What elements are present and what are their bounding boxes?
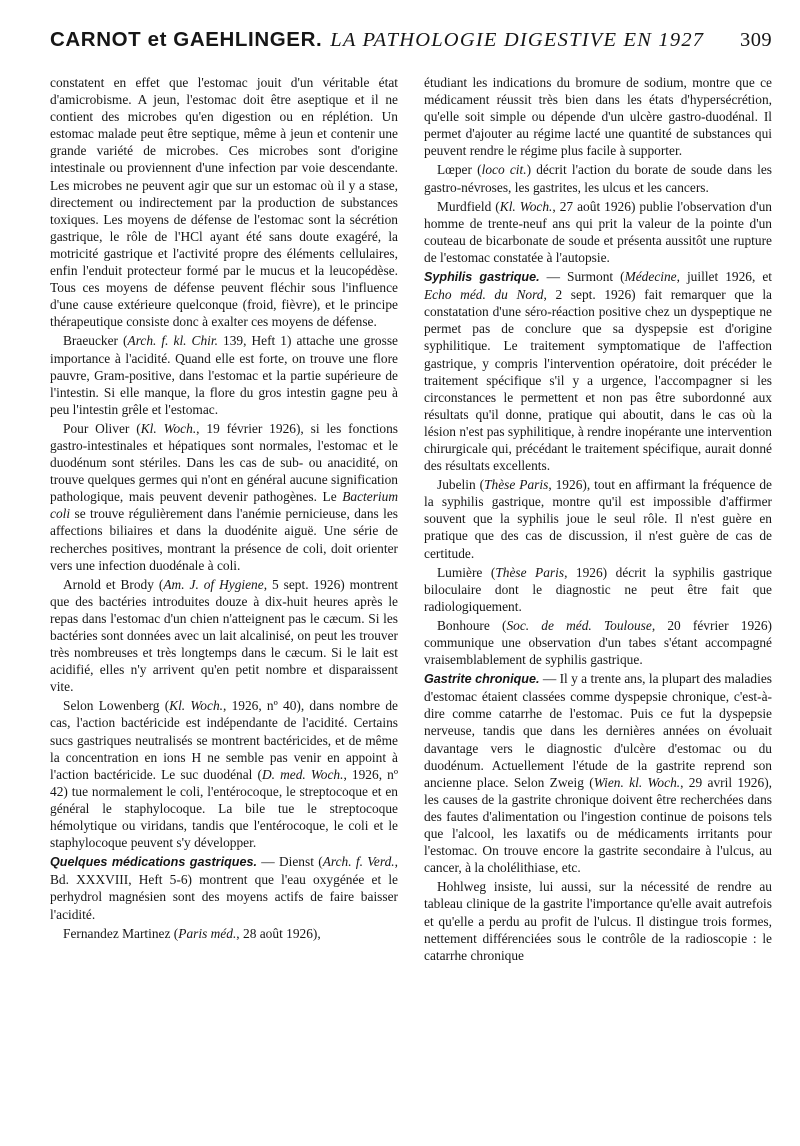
citation: Thèse Paris [495,564,565,580]
section-heading: Gastrite chronique. [424,672,540,687]
citation: Kl. Woch. [140,420,197,436]
paragraph: Braeucker (Arch. f. kl. Chir. 139, Heft 1) attache une grosse importance à l'acidité. Quand elle est forte, on trouve une flore pauvre, Gram-positive, dans l'estomac et la partie supérieure de l'intestin. Si elle manque, la flore du gros intestin gagne peu à peu l'intestin grêle et l'estomac. [50,333,398,417]
citation: Arch. f. kl. Chir. [127,333,218,349]
citation: Soc. de méd. Toulouse [506,617,652,633]
section-heading: Quelques médications gastriques. [50,855,257,870]
two-column-body [50,74,772,966]
citation: Wien. kl. Woch. [593,774,681,790]
paragraph: Lœper (loco cit.) décrit l'action du borate de soude dans les gastro-névroses, les gastrites, les ulcus et les cancers. [424,162,772,195]
paragraph: Hohlweg insiste, lui aussi, sur la nécessité de rendre au tableau clinique de la gastrite l'importance qu'elle avait autrefois et qu'elle a perdu au profit de l'ulcus. Il distingue trois formes, nettement différenciées sous le contrôle de la radioscopie : le catarrhe chronique [424,879,772,963]
paragraph: Lumière (Thèse Paris, 1926) décrit la syphilis gastrique biloculaire dont le diagnostic ne peut être fait que radiologiquement. [424,564,772,614]
paragraph: étudiant les indications du bromure de sodium, montre que ce médicament réussit très bien dans les états d'hypersécrétion, qu'elle soit simple ou dépende d'un ulcère gastro-duodénal. Il permet d'ajouter au régime lacté une quantité de substances qui peuvent rendre le régime plus facile à supporter. [424,75,772,159]
citation: Am. J. of Hygiene [163,576,264,592]
paragraph: constatent en effet que l'estomac jouit d'un véritable état d'amicrobisme. A jeun, l'estomac doit être aseptique et il ne contient des microbes qu'en digestion ou en réplétion. Un estomac malade peut être septique, même à jeun et contenir une grande variété de microbes. Ces microbes sont d'origine intestinale ou proviennent d'une infection par voie descendante. Les microbes ne peuvent agir que sur un estomac où il y a stase, directement ou indirectement par la production de substances toxiques. Les moyens de défense de l'estomac sont la sécrétion gastrique, le rôle de l'HCl ayant été sans doute exagéré, la motricité gastrique et l'activité propre des éléments cellulaires, enfin l'enduit protecteur formé par le mucus et la leucopédèse. Tous ces moyens de défense peuvent fléchir sous l'influence d'une cause extérieure quelconque (froid, fièvre), et le principe thérapeutique consiste donc à exalter ces moyens de défense. [50,75,398,330]
page-number: 309 [740,29,772,51]
citation: Thèse Paris [484,477,549,493]
paragraph: Arnold et Brody (Am. J. of Hygiene, 5 sept. 1926) montrent que des bactéries introduites douze à dix-huit heures après le repas dans l'estomac d'un chien n'atteignent pas le cæcum. Si les bactéries sont données avec un lait alcalinisé, on peut les trouver très nombreuses et très longtemps dans le cæcum. Si le lait est acidifié, elles n'y arrivent qu'en petit nombre et disparaissent vite. [50,576,399,695]
header-title: LA PATHOLOGIE DIGESTIVE EN 1927 [330,29,705,51]
citation: Kl. Woch. [169,698,223,714]
paragraph: Murdfield (Kl. Woch., 27 août 1926) publie l'observation d'un homme de trente-neuf ans qui prit la valeur de la pointe d'un couteau de bicarbonate de soude et présenta aussitôt une rupture de l'estomac constatée à l'autopsie. [424,198,772,265]
citation: D. med. Woch. [261,766,344,782]
left-column [50,74,398,966]
citation: Kl. Woch. [499,198,553,214]
citation: Arch. f. Verd. [322,854,395,870]
citation: Paris méd. [178,925,237,941]
running-header [50,28,772,68]
citation: Echo méd. du Nord [424,287,544,303]
paragraph: Selon Lowenberg (Kl. Woch., 1926, nº 40), dans nombre de cas, l'action bactéricide est indépendante de l'acidité. Certains sucs gastriques neutralisés se montrent bactéricides, et de même la concentration en ions H ne semble pas venir en appoint à l'action bactéricide. Le suc duodénal (D. med. Woch., 1926, nº 42) tue normalement le coli, l'entérocoque, le streptocoque et en général le staphylocoque. La bile tue le streptocoque hémolytique ou viridans, tandis que l'entérocoque, le coli et le staphylocoque peuvent s'y développer. [50,698,398,851]
paragraph: Bonhoure (Soc. de méd. Toulouse, 20 février 1926) communique une observation d'un tabes s'étant accompagné vraisemblablement de syphilis gastrique. [424,617,773,668]
species-name: Bacterium coli [50,489,398,522]
section-paragraph: Gastrite chronique. — Il y a trente ans, la plupart des maladies d'estomac étaient classées comme dyspepsie chronique, c'est-à-dire comme catarrhe de l'estomac. Puis ce fut la dyspepsie nerveuse, tandis que dans les dernières années on évoluait davantage vers le diagnostic d'ulcère d'estomac ou du duodénum. Actuellement l'étude de la gastrite reprend son ancienne place. Selon Zweig (Wien. kl. Woch., 29 avril 1926), les causes de la gastrite chronique doivent être recherchées dans des fautes d'alimentation ou l'ingestion continue de poisons tels que l'alcool, les laxatifs ou de médicaments irritants pour l'estomac. On trouve encore la gastrite secondaire à l'ulcus, au cancer, à la cholélithiase, etc. [424,671,773,876]
right-column [424,74,772,966]
paragraph: Pour Oliver (Kl. Woch., 19 février 1926), si les fonctions gastro-intestinales et hépatiques sont normales, l'estomac et le duodénum sont stériles. Dans les cas de sub- ou anacidité, on trouve quelques germes qui n'ont en général aucune signification pathologique, mais peuvent devenir pathogènes. Le Bacterium coli se trouve régulièrement dans l'anémie pernicieuse, dans les affections biliaires et dans la duodénite aiguë. Une série de recherches positives, montrant la présence de coli, doit orienter vers une infection duodénale à coli. [50,420,398,573]
section-heading: Syphilis gastrique. [424,270,540,285]
citation: Médecine [624,269,677,285]
header-authors: CARNOT et GAEHLINGER. [50,28,323,51]
section-paragraph: Syphilis gastrique. — Surmont (Médecine, juillet 1926, et Echo méd. du Nord, 2 sept. 1926) fait remarquer que la constatation d'une séro-réaction positive chez un dyspeptique ne permet pas de conclure que sa dyspepsie est d'origine syphilitique. Le traitement symptomatique de l'affection gastrique, y compris l'intervention opératoire, doit précéder le traitement spécifique s'il y a urgence, l'accompagner si les circonstances le permettent et non pas être subordonné aux résultats qu'il donne, pratique qui aboutit, dans le cas où la lésion n'est pas syphilitique, à rendre inopérante une intervention chirurgicale qui, précédant le traitement spécifique, aurait donné des résultats excellents. [424,269,772,474]
paragraph: Jubelin (Thèse Paris, 1926), tout en affirmant la fréquence de la syphilis gastrique, montre qu'il est impossible d'affirmer souvent que la syphilis joue le seul rôle. Il n'est guère en pratique que des cas de discussion, il n'est guère de cas de certitude. [424,477,772,561]
citation: loco cit. [481,162,527,178]
section-paragraph: Quelques médications gastriques. — Dienst (Arch. f. Verd., Bd. XXXVIII, Heft 5-6) montrent que l'eau oxygénée et le perhydrol magnésien sont des moyens actifs de faire baisser l'acidité. [50,854,398,922]
paragraph: Fernandez Martinez (Paris méd., 28 août 1926), [63,925,321,941]
